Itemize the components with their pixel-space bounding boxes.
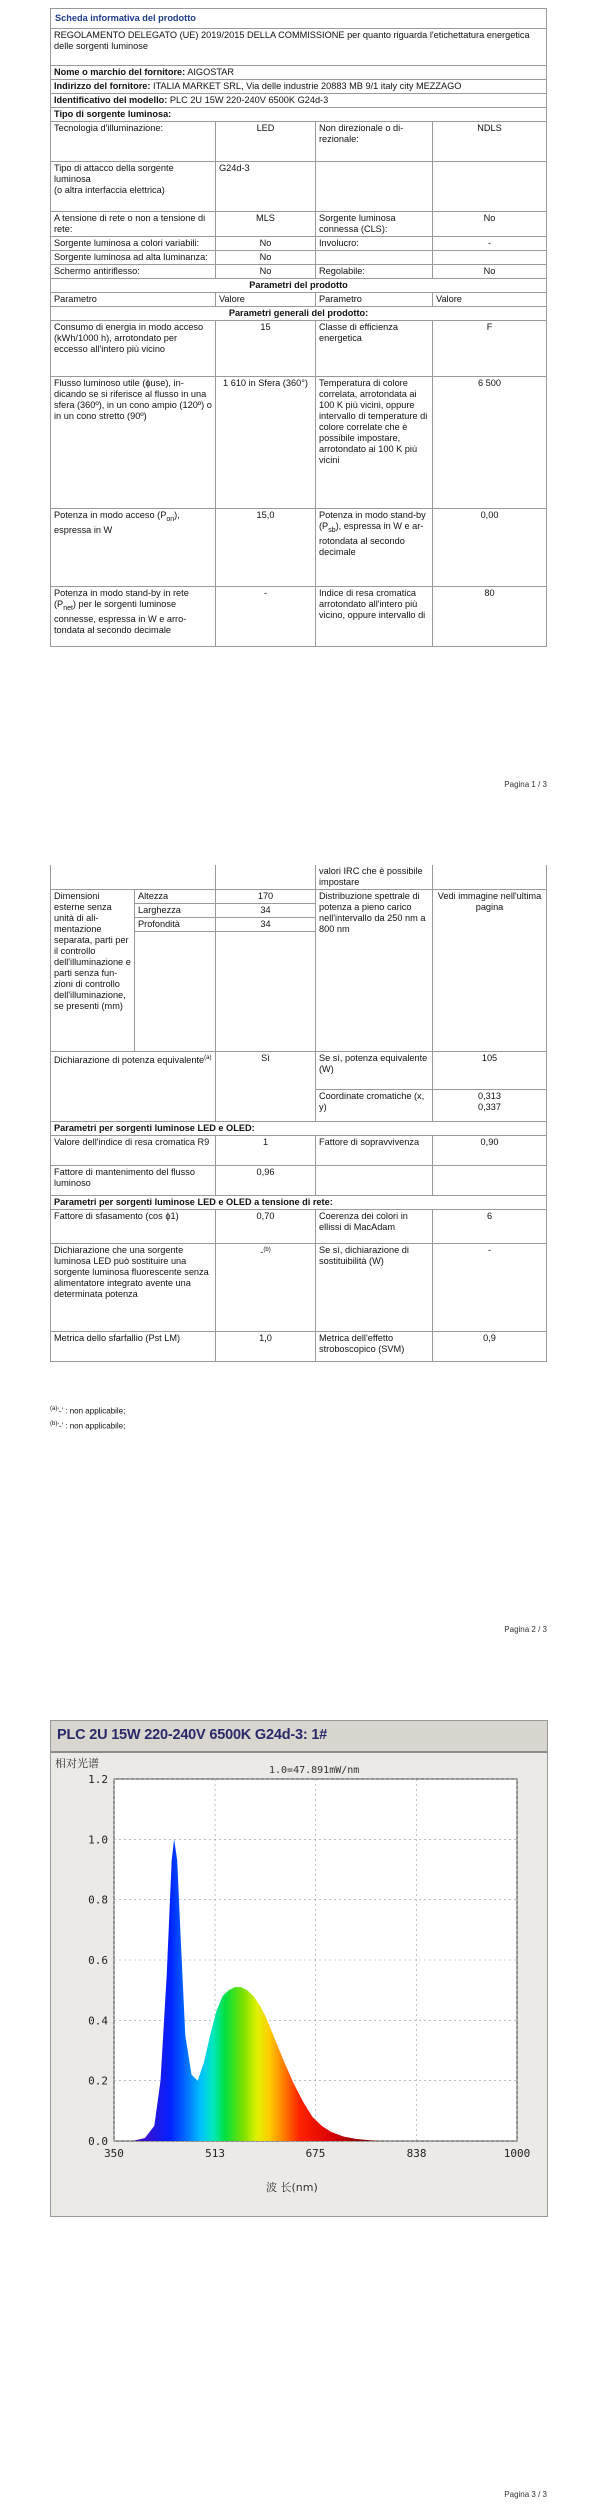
width-value: 34 bbox=[216, 904, 316, 918]
page-2 bbox=[0, 805, 591, 1650]
colour-value: No bbox=[216, 237, 316, 251]
depth-label: Profondità bbox=[135, 918, 216, 932]
chroma-x: 0,313 bbox=[478, 1091, 501, 1101]
y-tick-label: 1.2 bbox=[88, 1773, 108, 1786]
col-value-2: Valore bbox=[433, 293, 547, 307]
supplier-row bbox=[51, 66, 547, 80]
chart-header bbox=[51, 1721, 547, 1753]
flux-value: 1 610 in Sfera (360°) bbox=[216, 377, 316, 509]
spd-value: Vedi immagine nell'ultima pagina bbox=[433, 890, 547, 1052]
envelope-label: Involucro: bbox=[316, 237, 433, 251]
product-params-heading: Parametri del prodotto bbox=[51, 279, 547, 293]
led-oled-heading: Parametri per sorgenti luminose LED e OLED: bbox=[51, 1122, 547, 1136]
y-tick-label: 0.4 bbox=[88, 2014, 108, 2028]
cri-label: Indice di resa cromatica arrotondato all'intero più vicino, oppure intervallo di bbox=[316, 587, 433, 647]
chroma-label: Coordinate cromatiche (x, y) bbox=[316, 1090, 433, 1122]
survival-value: 0,90 bbox=[433, 1136, 547, 1166]
y-tick-label: 0.6 bbox=[88, 1954, 108, 1967]
high-luminance-value: No bbox=[216, 251, 316, 265]
pf-label: Fattore di sfasamento (cos ϕ1) bbox=[51, 1210, 216, 1244]
flux-label: Flusso luminoso utile (ϕuse), indicando se si riferisce al flusso in una sfera (360º), in un cono ampio (120º) o in un cono stretto (90º) bbox=[51, 377, 216, 509]
source-type-heading: Tipo di sorgente luminosa: bbox=[51, 108, 547, 122]
macadam-value: 6 bbox=[433, 1210, 547, 1244]
spectrum-chart bbox=[50, 1720, 548, 2217]
page-3 bbox=[0, 1650, 591, 2510]
cls-value: No bbox=[433, 212, 547, 237]
x-tick-label: 838 bbox=[406, 2147, 427, 2160]
nondir-label: Non direzionale o direzionale: bbox=[316, 122, 433, 162]
address-row bbox=[51, 80, 547, 94]
depth-value: 34 bbox=[216, 918, 316, 932]
y-tick-label: 0.8 bbox=[88, 1893, 108, 1907]
cap-label: Tipo di attacco della sorgente luminosa (o altra interfaccia elettrica) bbox=[51, 162, 216, 212]
address-value: ITALIA MARKET SRL, Via delle industrie 20883 MB 9/1 italy city MEZZAGO bbox=[153, 81, 462, 91]
cct-value: 6 500 bbox=[433, 377, 547, 509]
net-standby-value: - bbox=[216, 587, 316, 647]
on-power-value: 15,0 bbox=[216, 509, 316, 587]
equiv-power-decl-label: Dichiarazione di potenza equivalente$^{(a)}$ bbox=[51, 1052, 216, 1122]
replace-w-label: Se sì, dichiarazione di sostituibilità (W) bbox=[316, 1244, 433, 1332]
energy-label: Consumo di energia in modo acceso (kWh/1000 h), arrotondato per eccesso all'intero più vicino bbox=[51, 321, 216, 377]
high-luminance-label: Sorgente luminosa ad alta luminanza: bbox=[51, 251, 216, 265]
dimensions-label: Dimensioni esterne senza unità di alimentazione separata, parti per il controllo dell'illuminazione e parti senza funzioni di controllo dell'illuminazione, se presenti (mm) bbox=[51, 890, 135, 1052]
nondir-value: NDLS bbox=[433, 122, 547, 162]
y-axis-title: 相对光谱 bbox=[55, 1757, 99, 1770]
chroma-values bbox=[433, 1090, 547, 1122]
y-tick-label: 0.0 bbox=[88, 2135, 108, 2148]
page-1 bbox=[0, 0, 591, 805]
supplier-value: AIGOSTAR bbox=[187, 67, 235, 77]
general-params-heading: Parametri generali del prodotto: bbox=[51, 307, 547, 321]
footnote-a: $^{(a)}$'-' : non applicabile; bbox=[50, 1406, 126, 1416]
energy-value: 15 bbox=[216, 321, 316, 377]
regulation-text: REGOLAMENTO DELEGATO (UE) 2019/2015 DELLA COMMISSIONE per quanto riguarda l'etichettatura energetica delle sorgenti luminose bbox=[51, 29, 547, 66]
x-tick-label: 675 bbox=[305, 2147, 326, 2160]
on-power-label: Potenza in modo acceso $(P_{on})$, espressa in W bbox=[51, 509, 216, 587]
tech-label: Tecnologia d'illuminazione: bbox=[51, 122, 216, 162]
net-standby-label: Potenza in modo stand-by in rete $(P_{net})$ per le sorgenti luminose connesse, espressa in W e arrotondata al secondo decimale bbox=[51, 587, 216, 647]
mains-led-heading: Parametri per sorgenti luminose LED e OLED a tensione di rete: bbox=[51, 1196, 547, 1210]
cct-label: Temperatura di colore correlata, arrotondata ai 100 K più vicini, oppure intervallo di temperature di colore correlate che è possibile impostare, arrotondato ai 100 K più vicini bbox=[316, 377, 433, 509]
svm-value: 0,9 bbox=[433, 1332, 547, 1362]
antiglare-label: Schermo antiriflesso: bbox=[51, 265, 216, 279]
survival-label: Fattore di sopravvivenza bbox=[316, 1136, 433, 1166]
document-title: Scheda informativa del prodotto bbox=[51, 9, 547, 29]
address-label: Indirizzo del fornitore: bbox=[54, 81, 151, 91]
equiv-power-value: 105 bbox=[433, 1052, 547, 1090]
spd-label: Distribuzione spettrale di potenza a pieno carico nell'intervallo da 250 nm a 800 nm bbox=[316, 890, 433, 1052]
dimmable-label: Regolabile: bbox=[316, 265, 433, 279]
macadam-label: Coerenza dei colori in ellissi di MacAdam bbox=[316, 1210, 433, 1244]
model-value: PLC 2U 15W 220-240V 6500K G24d-3 bbox=[169, 95, 329, 105]
lumen-maint-label: Fattore di mantenimento del flusso luminoso bbox=[51, 1166, 216, 1196]
replace-label: Dichiarazione che una sorgente luminosa LED può sostituire una sorgente luminosa fluorescente senza alimentatore integrato avente una determinata potenza bbox=[51, 1244, 216, 1332]
mains-value: MLS bbox=[216, 212, 316, 237]
cri-value: 80 bbox=[433, 587, 547, 647]
standby-value: 0,00 bbox=[433, 509, 547, 587]
r9-value: 1 bbox=[216, 1136, 316, 1166]
height-value: 170 bbox=[216, 890, 316, 904]
mains-label: A tensione di rete o non a tensione di rete: bbox=[51, 212, 216, 237]
tech-value: LED bbox=[216, 122, 316, 162]
cls-label: Sorgente luminosa connessa (CLS): bbox=[316, 212, 433, 237]
flicker-label: Metrica dello sfarfallio (Pst LM) bbox=[51, 1332, 216, 1362]
chroma-y: 0,337 bbox=[478, 1102, 501, 1112]
chart-annotation: 1.0=47.891mW/nm bbox=[269, 1765, 360, 1776]
page-number-3: Pagina 3 / 3 bbox=[504, 2490, 547, 2499]
lumen-maint-value: 0,96 bbox=[216, 1166, 316, 1196]
pf-value: 0,70 bbox=[216, 1210, 316, 1244]
product-info-table-p1 bbox=[50, 8, 547, 647]
class-value: F bbox=[433, 321, 547, 377]
footnotes bbox=[50, 1403, 125, 1432]
page-number-2: Pagina 2 / 3 bbox=[504, 1625, 547, 1634]
svm-label: Metrica dell'effetto stroboscopico (SVM) bbox=[316, 1332, 433, 1362]
cap-value: G24d-3 bbox=[216, 162, 316, 212]
x-axis-title: 波 长(nm) bbox=[266, 2181, 318, 2194]
dimmable-value: No bbox=[433, 265, 547, 279]
col-param-2: Parametro bbox=[316, 293, 433, 307]
equiv-power-decl-value: Sì bbox=[216, 1052, 316, 1122]
model-row bbox=[51, 94, 547, 108]
col-param-1: Parametro bbox=[51, 293, 216, 307]
y-tick-label: 0.2 bbox=[88, 2074, 108, 2088]
y-tick-label: 1.0 bbox=[88, 1833, 108, 1847]
spectrum-plot bbox=[51, 1753, 547, 2214]
footnote-b: $^{(b)}$'-' : non applicabile; bbox=[50, 1420, 126, 1431]
height-label: Altezza bbox=[135, 890, 216, 904]
colour-label: Sorgente luminosa a colori variabili: bbox=[51, 237, 216, 251]
flicker-value: 1,0 bbox=[216, 1332, 316, 1362]
x-tick-label: 350 bbox=[104, 2147, 124, 2160]
supplier-label: Nome o marchio del fornitore: bbox=[54, 67, 186, 77]
page-number-1: Pagina 1 / 3 bbox=[504, 780, 547, 789]
antiglare-value: No bbox=[216, 265, 316, 279]
x-tick-label: 513 bbox=[205, 2147, 225, 2160]
chart-title: PLC 2U 15W 220-240V 6500K G24d-3: 1# bbox=[57, 1727, 328, 1743]
r9-label: Valore dell'indice di resa cromatica R9 bbox=[51, 1136, 216, 1166]
equiv-power-label: Se sì, potenza equivalente (W) bbox=[316, 1052, 433, 1090]
width-label: Larghezza bbox=[135, 904, 216, 918]
standby-label: Potenza in modo stand-by $(P_{sb})$, espressa in W e arrotondata al secondo decimale bbox=[316, 509, 433, 587]
x-tick-label: 1000 bbox=[503, 2147, 531, 2160]
col-value-1: Valore bbox=[216, 293, 316, 307]
class-label: Classe di efficienza energetica bbox=[316, 321, 433, 377]
cri-continued: valori IRC che è possibile impostare bbox=[316, 865, 433, 890]
replace-value: -$^{(b)}$ bbox=[216, 1244, 316, 1332]
envelope-value: - bbox=[433, 237, 547, 251]
replace-w-value: - bbox=[433, 1244, 547, 1332]
product-info-table-p2 bbox=[50, 865, 547, 1362]
model-label: Identificativo del modello: bbox=[54, 95, 168, 105]
